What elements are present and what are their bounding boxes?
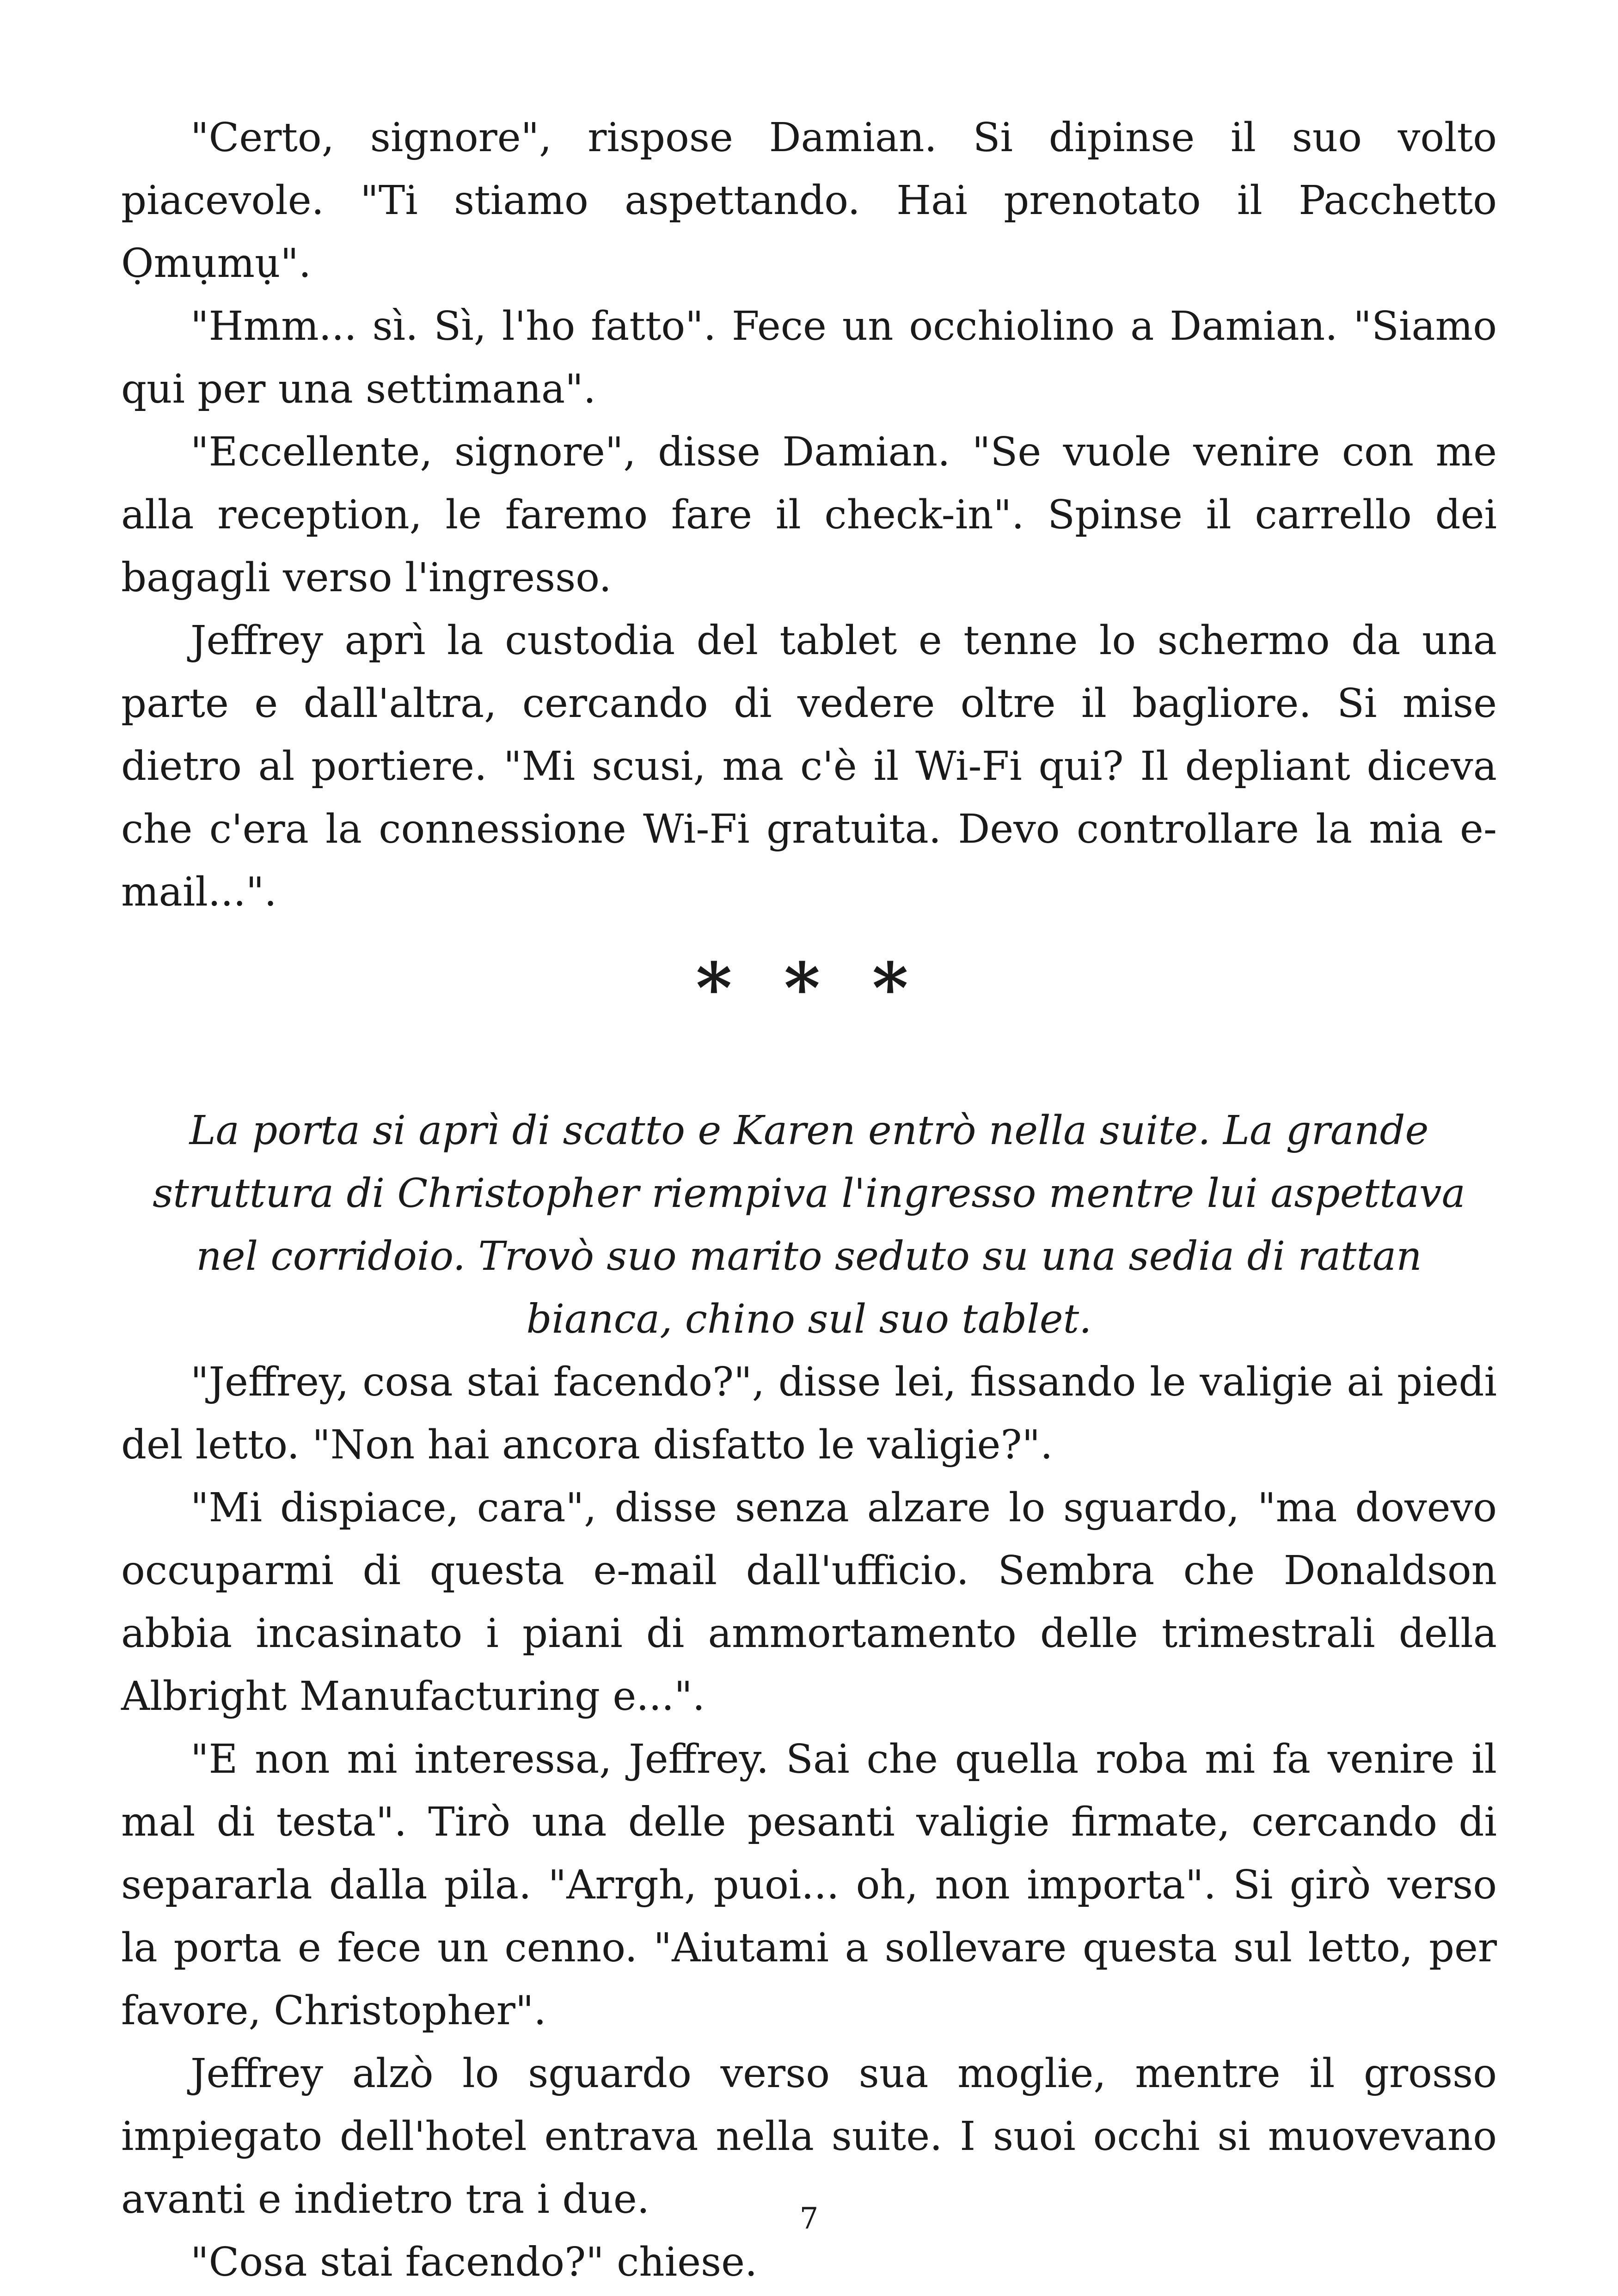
paragraph: "Jeffrey, cosa stai facendo?", disse lei, fissando le valigie ai piedi del letto. "Non hai ancora disfatto le valigie?". — [121, 1359, 1497, 1468]
scene-break-divider: * * * — [696, 948, 922, 1029]
paragraph: "Certo, signore", rispose Damian. Si dipinse il suo volto piacevole. "Ti stiamo aspettando. Hai prenotato il Pacchetto Ọmụmụ". — [121, 115, 1497, 287]
paragraph: "E non mi interessa, Jeffrey. Sai che quella roba mi fa venire il mal di testa". Tirò una delle pesanti valigie firmate, cercando di separarla dalla pila. "Arrgh, puoi... oh, non importa". Si girò verso la porta e fece un cenno. "Aiutami a sollevare questa sul letto, per favore, Christopher". — [121, 1736, 1497, 2034]
paragraph: Jeffrey alzò lo sguardo verso sua moglie, mentre il grosso impiegato dell'hotel entrava nella suite. I suoi occhi si muovevano avanti e indietro tra i due. — [121, 2051, 1497, 2223]
paragraph: "Hmm... sì. Sì, l'ho fatto". Fece un occhiolino a Damian. "Siamo qui per una settimana". — [121, 303, 1497, 412]
paragraph: "Cosa stai facendo?" chiese. — [190, 2239, 758, 2285]
page-body — [121, 106, 1497, 2294]
paragraph: Jeffrey aprì la custodia del tablet e tenne lo schermo da una parte e dall'altra, cercando di vedere oltre il bagliore. Si mise dietro al portiere. "Mi scusi, ma c'è il Wi-Fi qui? Il depliant diceva che c'era la connessione Wi-Fi gratuita. Devo controllare la mia e-mail...". — [121, 618, 1497, 915]
page-number: 7 — [799, 2202, 819, 2236]
italic-scene-opening: La porta si aprì di scatto e Karen entrò nella suite. La grande struttura di Christopher riempiva l'ingresso mentre lui aspettava nel corridoio. Trovò suo marito seduto su una sedia di rattan bianca, chino sul suo tablet. — [153, 1108, 1465, 1342]
paragraph: "Eccellente, signore", disse Damian. "Se vuole venire con me alla reception, le faremo fare il check-in". Spinse il carrello dei bagagli verso l'ingresso. — [121, 429, 1497, 601]
paragraph: "Mi dispiace, cara", disse senza alzare lo sguardo, "ma dovevo occuparmi di questa e-mail dall'ufficio. Sembra che Donaldson abbia incasinato i piani di ammortamento delle trimestrali della Albright Manufacturing e...". — [121, 1485, 1497, 1720]
